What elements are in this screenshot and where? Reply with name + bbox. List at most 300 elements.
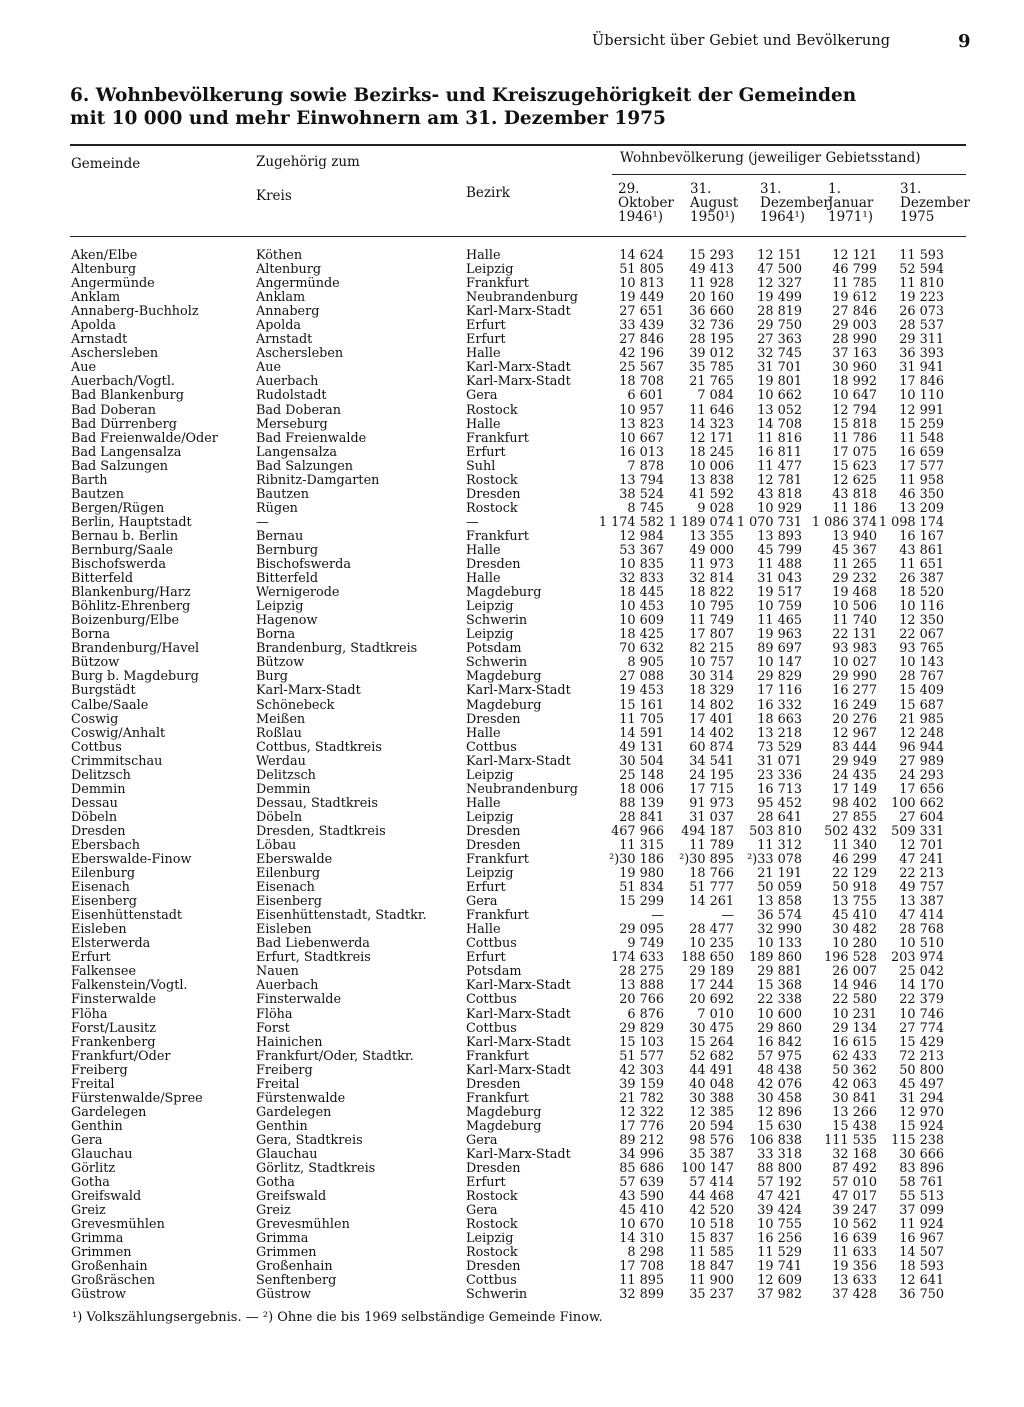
table-row [0,642,1024,656]
cell-pop-1950: 10 006 [689,458,734,474]
cell-pop-1964: 23 336 [757,767,802,783]
cell-pop-1964: 32 990 [757,922,802,938]
cell-gemeinde: Bad Dürrenberg [71,416,177,432]
cell-pop-1964: 27 363 [757,332,802,348]
cell-kreis: Rügen [256,500,298,516]
cell-pop-1950: 35 387 [689,1147,734,1162]
cell-pop-1971: 29 003 [832,318,877,334]
cell-kreis: Cottbus, Stadtkreis [256,739,382,755]
cell-kreis: Leipzig [256,599,304,615]
cell-pop-1975: 15 924 [899,1118,944,1134]
cell-pop-1975: 27 774 [899,1020,944,1036]
cell-gemeinde: Gotha [71,1175,110,1191]
cell-kreis: Großenhain [256,1259,333,1275]
cell-pop-1971: 13 266 [832,1104,877,1120]
table-row [0,1148,1024,1162]
cell-pop-1964: 10 929 [757,500,802,516]
table-row [0,544,1024,558]
cell-pop-1975: 18 593 [899,1259,944,1275]
cell-gemeinde: Crimmitschau [71,753,163,769]
cell-bezirk: Erfurt [466,318,506,334]
cell-pop-1975: 10 143 [899,655,944,671]
cell-pop-1971: 10 027 [832,655,877,671]
cell-pop-1950: 82 215 [689,641,734,657]
cell-pop-1971: 93 983 [832,641,877,657]
cell-bezirk: Gera [466,894,498,910]
cell-pop-1946: 8 745 [627,500,664,516]
cell-gemeinde: Falkenstein/Vogtl. [71,978,188,994]
footnote: ¹) Volkszählungsergebnis. — ²) Ohne die bis 1969 selbständige Gemeinde Finow. [72,1310,603,1325]
cell-pop-1964: 503 810 [749,823,802,839]
cell-pop-1975: 100 662 [891,795,944,811]
cell-pop-1971: 10 647 [832,388,877,404]
cell-kreis: Bautzen [256,486,309,502]
cell-pop-1975: 11 651 [899,557,944,573]
table-row [0,291,1024,305]
cell-pop-1971: 20 276 [832,711,877,727]
cell-bezirk: Dresden [466,823,521,839]
cell-pop-1950: 32 814 [689,571,734,587]
cell-pop-1946: 10 453 [619,599,664,615]
cell-pop-1950: 57 414 [689,1175,734,1191]
cell-pop-1971: 47 017 [832,1189,877,1205]
cell-pop-1950: 49 413 [689,262,734,278]
cell-pop-1971: 17 149 [832,781,877,797]
cell-pop-1950: 15 293 [689,248,734,263]
cell-pop-1971: 37 163 [832,346,877,362]
cell-gemeinde: Bautzen [71,486,124,502]
cell-pop-1964: 57 192 [757,1175,802,1191]
cell-bezirk: Leipzig [466,627,514,643]
cell-pop-1964: 21 191 [757,866,802,882]
table-row [0,853,1024,867]
table-row [0,249,1024,263]
cell-pop-1946: 10 670 [619,1217,664,1233]
cell-pop-1950: 60 874 [689,739,734,755]
cell-kreis: Bernau [256,528,304,544]
cell-kreis: Grevesmühlen [256,1217,350,1233]
cell-gemeinde: Grimma [71,1231,124,1247]
cell-pop-1946: — [651,908,664,924]
cell-bezirk: Frankfurt [466,430,529,446]
cell-pop-1946: 85 686 [619,1161,664,1177]
cell-pop-1950: 11 749 [689,613,734,629]
table-row [0,333,1024,347]
cell-pop-1971: 111 535 [824,1132,877,1148]
table-row [0,909,1024,923]
cell-gemeinde: Bad Freienwalde/Oder [71,430,218,446]
cell-pop-1975: 47 414 [899,908,944,924]
cell-pop-1964: 10 759 [757,599,802,615]
cell-pop-1950: 31 037 [689,809,734,825]
cell-pop-1971: 29 990 [832,669,877,685]
cell-pop-1946: 29 829 [619,1020,664,1036]
table-row [0,895,1024,909]
cell-pop-1950: 44 468 [689,1189,734,1205]
cell-pop-1975: 13 387 [899,894,944,910]
cell-pop-1975: 22 213 [899,866,944,882]
cell-pop-1950: 14 802 [689,697,734,713]
cell-bezirk: Frankfurt [466,528,529,544]
cell-gemeinde: Finsterwalde [71,992,157,1008]
cell-pop-1964: 57 975 [757,1048,802,1064]
cell-bezirk: Leipzig [466,809,514,825]
cell-kreis: Eberswalde [256,852,333,868]
cell-gemeinde: Großräschen [71,1273,156,1289]
cell-pop-1946: 70 632 [619,641,664,657]
cell-bezirk: Leipzig [466,767,514,783]
cell-pop-1950: 11 928 [689,276,734,292]
table-row [0,867,1024,881]
cell-kreis: Karl-Marx-Stadt [256,683,361,699]
cell-pop-1971: 19 612 [832,290,877,306]
cell-pop-1964: 73 529 [757,739,802,755]
cell-gemeinde: Delitzsch [71,767,131,783]
cell-bezirk: Gera [466,388,498,404]
table-row [0,558,1024,572]
cell-kreis: Gera, Stadtkreis [256,1132,363,1148]
cell-gemeinde: Grevesmühlen [71,1217,165,1233]
cell-pop-1975: 55 513 [899,1189,944,1205]
cell-pop-1950: — [721,908,734,924]
cell-pop-1964: 19 963 [757,627,802,643]
cell-pop-1975: 45 497 [899,1076,944,1092]
header-date-1964: 31. Dezember 1964¹) [760,181,830,225]
cell-kreis: — [256,514,269,530]
cell-pop-1971: 12 967 [832,725,877,741]
cell-kreis: Rudolstadt [256,388,327,404]
header-bottom-rule [70,236,966,237]
cell-pop-1964: 28 819 [757,304,802,320]
cell-gemeinde: Berlin, Hauptstadt [71,514,192,530]
cell-pop-1964: 12 151 [757,248,802,263]
cell-gemeinde: Bitterfeld [71,571,134,587]
table-row [0,389,1024,403]
cell-pop-1946: 14 624 [619,248,664,263]
cell-pop-1946: 30 504 [619,753,664,769]
cell-pop-1975: 11 810 [899,276,944,292]
cell-pop-1971: 37 428 [832,1287,877,1303]
cell-pop-1946: 8 905 [627,655,664,671]
cell-pop-1971: 27 855 [832,809,877,825]
cell-pop-1950: 18 329 [689,683,734,699]
cell-pop-1964: 19 499 [757,290,802,306]
cell-gemeinde: Eisleben [71,922,127,938]
cell-bezirk: Erfurt [466,332,506,348]
cell-pop-1975: 12 350 [899,613,944,629]
cell-pop-1946: 15 161 [619,697,664,713]
cell-pop-1971: 11 785 [832,276,877,292]
cell-bezirk: Frankfurt [466,276,529,292]
cell-kreis: Eisenach [256,880,315,896]
cell-pop-1975: 47 241 [899,852,944,868]
cell-bezirk: Neubrandenburg [466,290,578,306]
cell-pop-1971: 43 818 [832,486,877,502]
cell-kreis: Roßlau [256,725,302,741]
table-row [0,530,1024,544]
cell-pop-1971: 98 402 [832,795,877,811]
cell-kreis: Freiberg [256,1062,313,1078]
cell-gemeinde: Demmin [71,781,126,797]
cell-pop-1971: 28 990 [832,332,877,348]
cell-pop-1971: 46 299 [832,852,877,868]
cell-pop-1975: 15 409 [899,683,944,699]
cell-pop-1946: 32 899 [619,1287,664,1303]
cell-pop-1950: 15 837 [689,1231,734,1247]
table-row [0,769,1024,783]
cell-pop-1975: 22 379 [899,992,944,1008]
cell-pop-1975: 17 846 [899,374,944,390]
cell-pop-1975: 12 991 [899,402,944,418]
cell-pop-1964: 189 860 [749,950,802,966]
cell-pop-1971: 19 356 [832,1259,877,1275]
cell-pop-1946: 174 633 [611,950,664,966]
cell-pop-1971: 11 186 [832,500,877,516]
cell-pop-1950: 17 244 [689,978,734,994]
cell-pop-1971: 46 799 [832,262,877,278]
cell-bezirk: Rostock [466,1245,518,1261]
cell-pop-1975: 28 537 [899,318,944,334]
cell-gemeinde: Bad Langensalza [71,444,182,460]
cell-pop-1950: 20 160 [689,290,734,306]
cell-pop-1975: 50 800 [899,1062,944,1078]
cell-pop-1946: 10 835 [619,557,664,573]
cell-pop-1964: 11 529 [757,1245,802,1261]
cell-kreis: Grimmen [256,1245,317,1261]
cell-pop-1946: 9 749 [627,936,664,952]
cell-pop-1971: 29 134 [832,1020,877,1036]
cell-gemeinde: Güstrow [71,1287,126,1303]
cell-pop-1964: 10 147 [757,655,802,671]
cell-pop-1964: 12 327 [757,276,802,292]
cell-pop-1950: 20 594 [689,1118,734,1134]
title-line-2: mit 10 000 und mehr Einwohnern am 31. Dezember 1975 [70,108,666,129]
cell-pop-1946: 1 174 582 [598,514,664,530]
cell-gemeinde: Bad Blankenburg [71,388,184,404]
table-row [0,277,1024,291]
table-row [0,1162,1024,1176]
table-row [0,656,1024,670]
table-row [0,825,1024,839]
cell-pop-1964: 31 071 [757,753,802,769]
cell-pop-1964: 31 043 [757,571,802,587]
cell-pop-1946: 21 782 [619,1090,664,1106]
cell-pop-1950: 494 187 [681,823,734,839]
cell-pop-1975: 1 098 174 [878,514,944,530]
cell-pop-1946: 10 667 [619,430,664,446]
cell-bezirk: Dresden [466,486,521,502]
cell-bezirk: Karl-Marx-Stadt [466,753,571,769]
cell-pop-1971: 12 794 [832,402,877,418]
table-row [0,783,1024,797]
cell-pop-1950: 17 715 [689,781,734,797]
cell-bezirk: Dresden [466,837,521,853]
cell-pop-1975: 22 067 [899,627,944,643]
cell-pop-1975: 26 387 [899,571,944,587]
cell-pop-1946: 42 196 [619,346,664,362]
cell-bezirk: Magdeburg [466,585,542,601]
cell-pop-1975: 24 293 [899,767,944,783]
cell-pop-1964: ²)33 078 [747,852,802,868]
cell-pop-1964: 28 641 [757,809,802,825]
cell-pop-1950: 44 491 [689,1062,734,1078]
cell-gemeinde: Falkensee [71,964,137,980]
cell-pop-1975: 43 861 [899,542,944,558]
cell-pop-1950: 17 401 [689,711,734,727]
table-row [0,1064,1024,1078]
cell-kreis: Freital [256,1076,300,1092]
cell-kreis: Löbau [256,837,297,853]
cell-pop-1964: 10 600 [757,1006,802,1022]
cell-pop-1964: 16 332 [757,697,802,713]
table-row [0,1232,1024,1246]
cell-pop-1975: 29 311 [899,332,944,348]
cell-bezirk: Halle [466,542,501,558]
cell-kreis: Flöha [256,1006,293,1022]
cell-gemeinde: Aue [71,360,97,376]
cell-pop-1950: 34 541 [689,753,734,769]
cell-pop-1946: 17 708 [619,1259,664,1275]
cell-pop-1971: 17 075 [832,444,877,460]
cell-kreis: Arnstadt [256,332,313,348]
cell-kreis: Burg [256,669,288,685]
table-row [0,1288,1024,1302]
cell-gemeinde: Forst/Lausitz [71,1020,156,1036]
cell-pop-1971: 13 633 [832,1273,877,1289]
cell-bezirk: Karl-Marx-Stadt [466,360,571,376]
cell-pop-1950: 17 807 [689,627,734,643]
cell-kreis: Meißen [256,711,306,727]
cell-kreis: Fürstenwalde [256,1090,346,1106]
table-row [0,1274,1024,1288]
table-row [0,937,1024,951]
cell-kreis: Bad Doberan [256,402,342,418]
table-body [0,249,1024,1303]
cell-gemeinde: Borna [71,627,111,643]
header-date-1946: 29. Oktober 1946¹) [618,181,674,225]
cell-pop-1964: 19 517 [757,585,802,601]
cell-pop-1971: 57 010 [832,1175,877,1191]
cell-kreis: Auerbach [256,978,319,994]
cell-kreis: Bitterfeld [256,571,319,587]
cell-pop-1950: 10 757 [689,655,734,671]
cell-kreis: Dessau, Stadtkreis [256,795,378,811]
cell-pop-1946: 467 966 [611,823,664,839]
cell-pop-1950: 15 264 [689,1034,734,1050]
cell-gemeinde: Greiz [71,1203,106,1219]
cell-pop-1971: 50 918 [832,880,877,896]
cell-pop-1946: 27 088 [619,669,664,685]
cell-kreis: Aschersleben [256,346,344,362]
cell-pop-1950: 21 765 [689,374,734,390]
cell-kreis: Altenburg [256,262,322,278]
cell-pop-1946: 53 367 [619,542,664,558]
cell-pop-1950: 13 838 [689,472,734,488]
cell-pop-1950: 11 646 [689,402,734,418]
cell-pop-1946: 29 095 [619,922,664,938]
table-row [0,1092,1024,1106]
cell-pop-1971: 19 468 [832,585,877,601]
cell-pop-1946: 49 131 [619,739,664,755]
cell-pop-1971: 11 633 [832,1245,877,1261]
cell-bezirk: Neubrandenburg [466,781,578,797]
wohnbev-rule [612,174,966,175]
cell-pop-1964: 12 609 [757,1273,802,1289]
cell-gemeinde: Arnstadt [71,332,128,348]
cell-pop-1971: 16 277 [832,683,877,699]
cell-pop-1950: 18 766 [689,866,734,882]
cell-bezirk: Magdeburg [466,669,542,685]
cell-pop-1971: 11 265 [832,557,877,573]
cell-pop-1946: 16 013 [619,444,664,460]
cell-pop-1971: 83 444 [832,739,877,755]
cell-gemeinde: Frankenberg [71,1034,156,1050]
table-row [0,1190,1024,1204]
cell-pop-1950: 29 189 [689,964,734,980]
cell-pop-1971: 11 340 [832,837,877,853]
cell-pop-1971: 15 818 [832,416,877,432]
cell-pop-1971: 26 007 [832,964,877,980]
cell-bezirk: Gera [466,1203,498,1219]
cell-pop-1975: 12 641 [899,1273,944,1289]
cell-kreis: Hainichen [256,1034,323,1050]
cell-pop-1971: 30 841 [832,1090,877,1106]
table-row [0,979,1024,993]
cell-pop-1950: 12 385 [689,1104,734,1120]
cell-bezirk: Cottbus [466,936,517,952]
cell-pop-1946: 10 957 [619,402,664,418]
cell-bezirk: Karl-Marx-Stadt [466,683,571,699]
cell-pop-1964: 12 781 [757,472,802,488]
cell-bezirk: Halle [466,795,501,811]
cell-pop-1964: 16 842 [757,1034,802,1050]
header-zugehoerig: Zugehörig zum [256,154,360,170]
cell-pop-1964: 89 697 [757,641,802,657]
header-kreis: Kreis [256,188,292,204]
cell-pop-1971: 1 086 374 [811,514,877,530]
cell-pop-1946: 28 275 [619,964,664,980]
cell-pop-1971: 45 410 [832,908,877,924]
cell-pop-1950: 188 650 [681,950,734,966]
cell-pop-1964: 13 052 [757,402,802,418]
cell-bezirk: Rostock [466,1189,518,1205]
table-row [0,586,1024,600]
cell-pop-1946: 20 766 [619,992,664,1008]
cell-pop-1950: 36 660 [689,304,734,320]
cell-pop-1964: 10 133 [757,936,802,952]
cell-pop-1946: 15 299 [619,894,664,910]
table-row [0,446,1024,460]
cell-pop-1946: 39 159 [619,1076,664,1092]
cell-kreis: Greifswald [256,1189,327,1205]
cell-bezirk: Leipzig [466,262,514,278]
cell-pop-1946: 13 823 [619,416,664,432]
cell-bezirk: Schwerin [466,613,528,629]
cell-pop-1964: 43 818 [757,486,802,502]
cell-pop-1971: 15 438 [832,1118,877,1134]
cell-bezirk: Karl-Marx-Stadt [466,1062,571,1078]
cell-gemeinde: Greifswald [71,1189,142,1205]
cell-kreis: Eisenberg [256,894,322,910]
table-row [0,375,1024,389]
table-row [0,1036,1024,1050]
table-row [0,418,1024,432]
cell-pop-1946: 25 148 [619,767,664,783]
cell-pop-1964: 29 750 [757,318,802,334]
cell-pop-1946: 8 298 [627,1245,664,1261]
cell-pop-1964: 36 574 [757,908,802,924]
cell-bezirk: Magdeburg [466,1104,542,1120]
